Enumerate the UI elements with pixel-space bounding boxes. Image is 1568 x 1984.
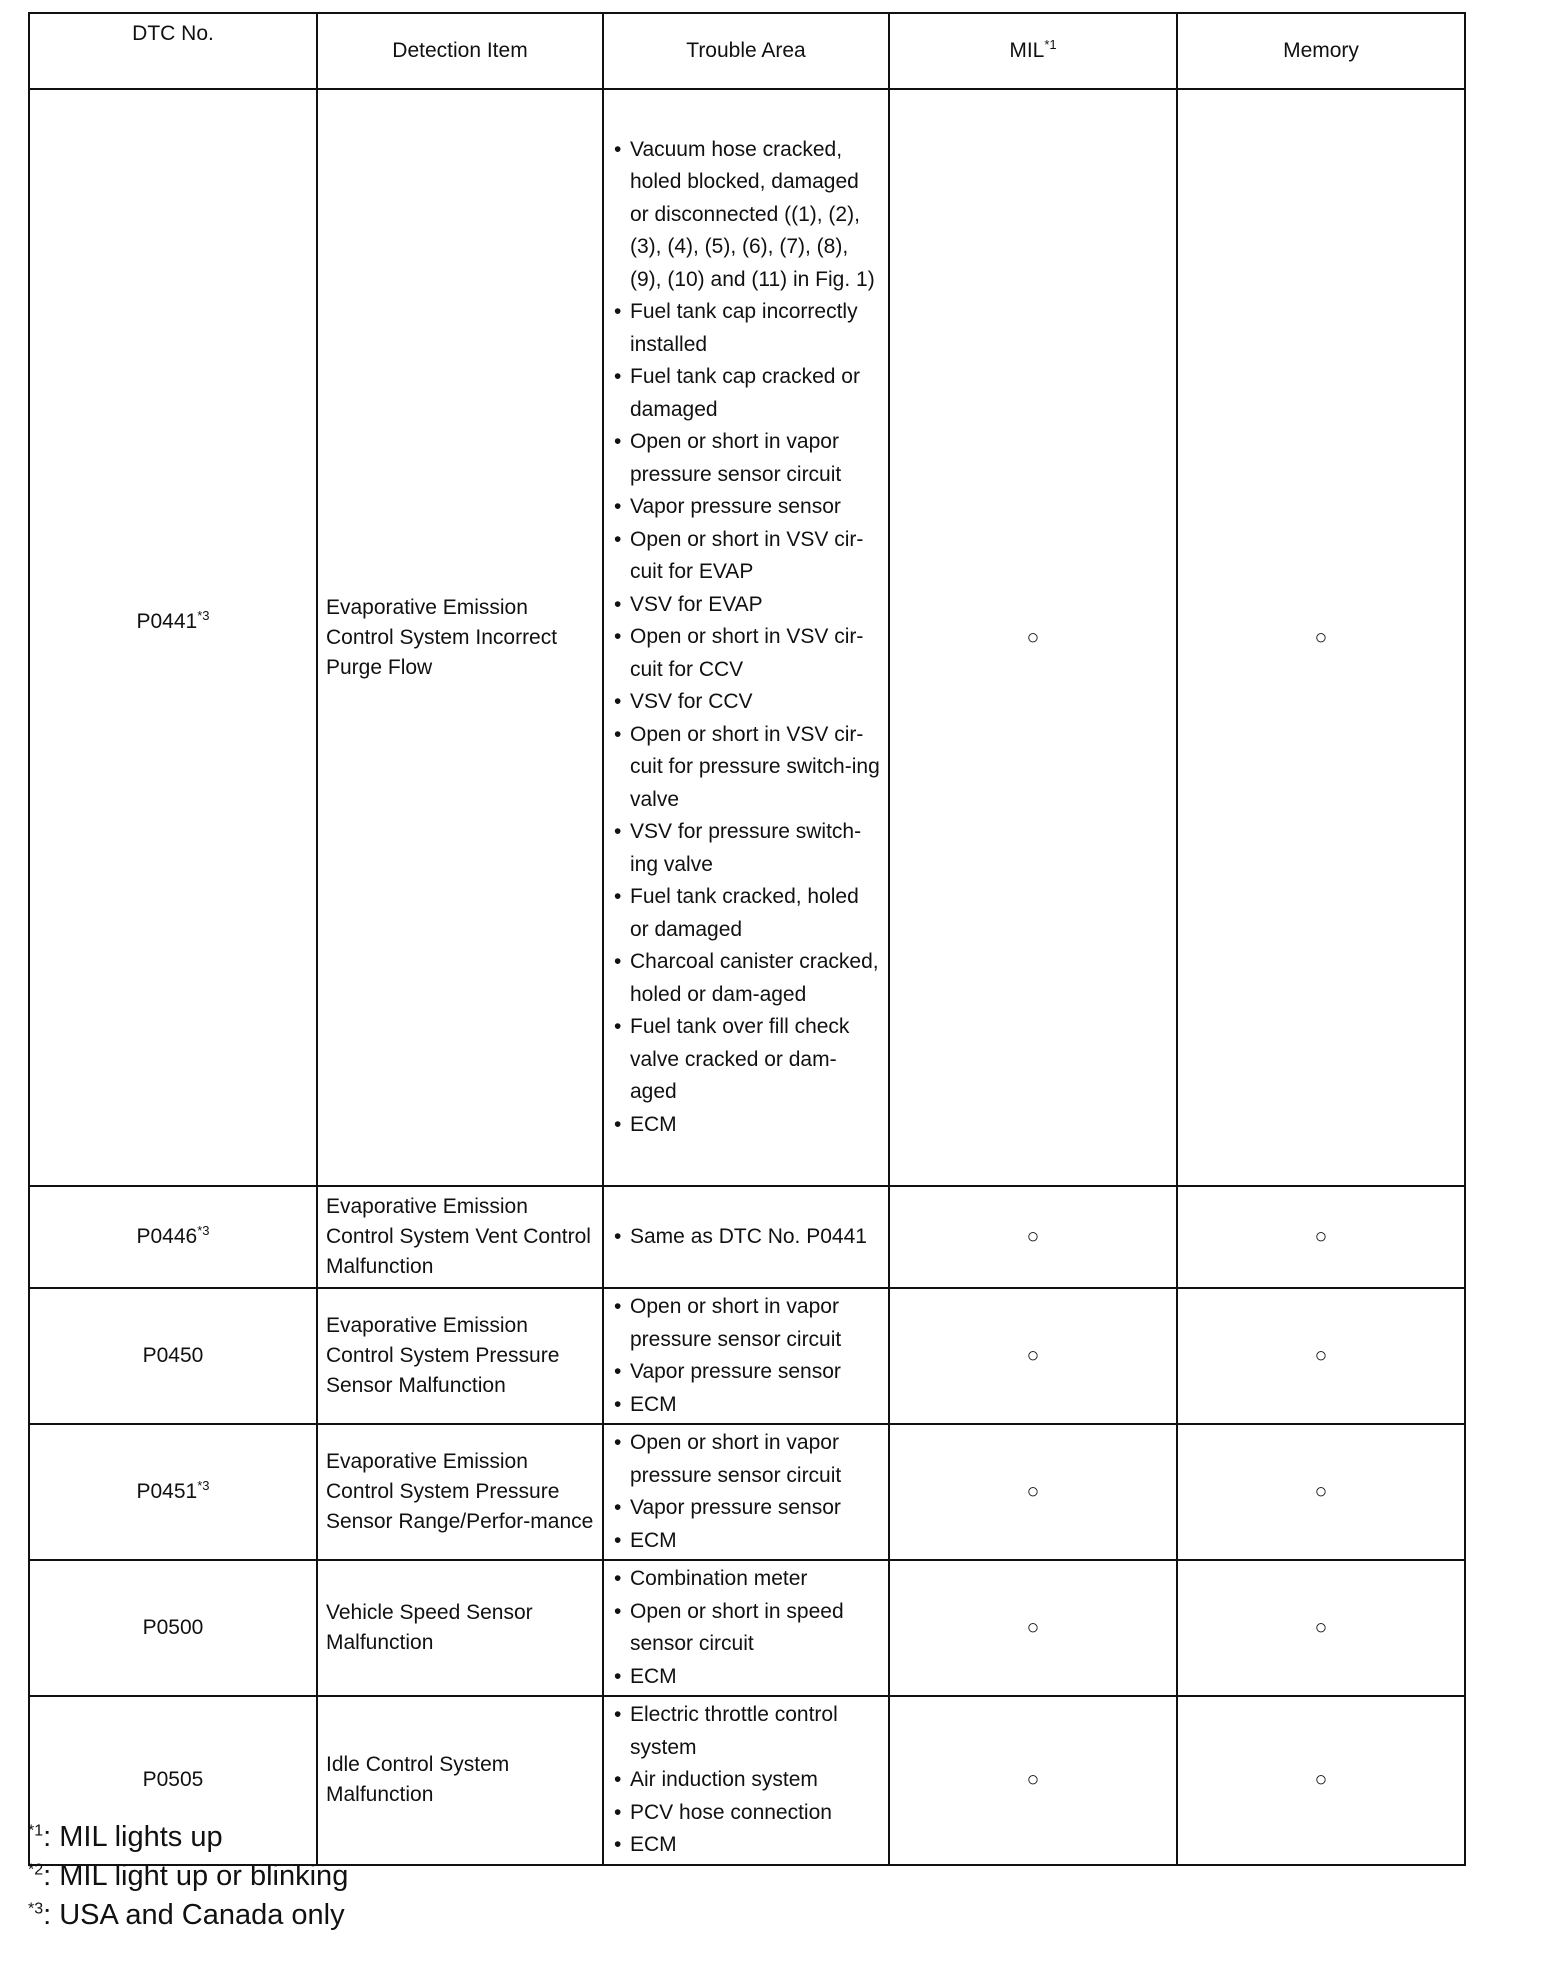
- dtc-code-footnote-mark: *3: [197, 1223, 210, 1238]
- mil-mark: ○: [889, 1288, 1177, 1424]
- table-row: [29, 1424, 1465, 1560]
- trouble-area-item: • VSV for CCV: [614, 686, 882, 719]
- mil-mark: ○: [889, 1424, 1177, 1560]
- dtc-code-footnote-mark: *3: [197, 608, 210, 623]
- trouble-area-item: • ECM: [614, 1109, 882, 1142]
- trouble-area-item: • PCV hose connection: [614, 1797, 882, 1830]
- trouble-area-item: • Combination meter: [614, 1563, 882, 1596]
- footnote: [28, 1896, 348, 1935]
- header-detection-item: Detection Item: [317, 13, 603, 89]
- header-mil-footnote-mark: *1: [1044, 37, 1057, 52]
- dtc-code: P0451: [136, 1480, 198, 1503]
- trouble-area-item: • ECM: [614, 1389, 882, 1422]
- footnote-text: : USA and Canada only: [43, 1899, 345, 1931]
- trouble-area-item: • Charcoal canister cracked, holed or dam-aged: [614, 946, 882, 1011]
- memory-mark: ○: [1177, 1186, 1465, 1288]
- table-row: [29, 89, 1465, 1186]
- mil-mark: ○: [889, 1696, 1177, 1865]
- dtc-code: P0450: [142, 1344, 204, 1367]
- table-row: [29, 1288, 1465, 1424]
- table-body: [29, 89, 1465, 1865]
- dtc-code: P0505: [142, 1768, 204, 1792]
- memory-mark: ○: [1177, 1696, 1465, 1865]
- trouble-area-item: • Fuel tank cap cracked or damaged: [614, 361, 882, 426]
- header-mil: [889, 13, 1177, 89]
- trouble-area-list: [614, 134, 882, 1142]
- header-mil-label: MIL: [1009, 39, 1045, 62]
- mil-mark: ○: [889, 1560, 1177, 1696]
- trouble-area-cell: [603, 89, 889, 1186]
- trouble-area-item: • Air induction system: [614, 1764, 882, 1797]
- footnote-mark: *2: [28, 1861, 44, 1879]
- footnote: [28, 1857, 348, 1896]
- memory-mark: ○: [1177, 1424, 1465, 1560]
- trouble-area-item: • Same as DTC No. P0441: [614, 1221, 882, 1254]
- detection-item-cell: Idle Control System Malfunction: [317, 1696, 603, 1865]
- mil-mark: ○: [889, 89, 1177, 1186]
- footnote-text: : MIL light up or blinking: [43, 1860, 349, 1892]
- header-dtc-no: DTC No.: [29, 13, 317, 89]
- trouble-area-item: • ECM: [614, 1661, 882, 1694]
- detection-item-cell: Evaporative Emission Control System Pressure Sensor Range/Perfor-mance: [317, 1424, 603, 1560]
- trouble-area-cell: [603, 1186, 889, 1288]
- trouble-area-item: • Vapor pressure sensor: [614, 491, 882, 524]
- dtc-code: P0441: [136, 610, 198, 633]
- mil-mark: ○: [889, 1186, 1177, 1288]
- trouble-area-item: • Fuel tank over fill check valve cracked or dam-aged: [614, 1011, 882, 1109]
- trouble-area-item: • Open or short in VSV cir-cuit for pressure switch-ing valve: [614, 719, 882, 817]
- dtc-code-footnote-mark: *3: [197, 1478, 210, 1493]
- dtc-code-cell: [29, 1288, 317, 1424]
- trouble-area-list: [614, 1427, 882, 1557]
- trouble-area-item: • Open or short in vapor pressure sensor circuit: [614, 1427, 882, 1492]
- trouble-area-item: • Fuel tank cracked, holed or damaged: [614, 881, 882, 946]
- trouble-area-item: • Open or short in speed sensor circuit: [614, 1596, 882, 1661]
- memory-mark: ○: [1177, 1288, 1465, 1424]
- dtc-code-cell: [29, 89, 317, 1186]
- dtc-code: P0446: [136, 1225, 198, 1248]
- trouble-area-item: • Vapor pressure sensor: [614, 1356, 882, 1389]
- dtc-code-cell: [29, 1424, 317, 1560]
- trouble-area-cell: [603, 1696, 889, 1865]
- dtc-code: P0500: [142, 1616, 204, 1639]
- detection-item-cell: Evaporative Emission Control System Pressure Sensor Malfunction: [317, 1288, 603, 1424]
- dtc-code-cell: [29, 1186, 317, 1288]
- trouble-area-item: • ECM: [614, 1829, 882, 1862]
- detection-item-cell: Vehicle Speed Sensor Malfunction: [317, 1560, 603, 1696]
- trouble-area-item: • Fuel tank cap incorrectly installed: [614, 296, 882, 361]
- trouble-area-cell: [603, 1288, 889, 1424]
- trouble-area-list: [614, 1221, 882, 1254]
- trouble-area-list: [614, 1291, 882, 1421]
- table-row: [29, 1186, 1465, 1288]
- trouble-area-item: • Open or short in VSV cir-cuit for CCV: [614, 621, 882, 686]
- footnote-mark: *3: [28, 1900, 44, 1918]
- trouble-area-cell: [603, 1424, 889, 1560]
- footnote-mark: *1: [28, 1822, 44, 1840]
- footnote: [28, 1818, 348, 1857]
- trouble-area-item: • ECM: [614, 1525, 882, 1558]
- trouble-area-item: • Vacuum hose cracked, holed blocked, damaged or disconnected ((1), (2), (3), (4), (5), (6), (7), (8), (9), (10) and (11) in Fig. 1): [614, 134, 882, 297]
- detection-item-cell: Evaporative Emission Control System Incorrect Purge Flow: [317, 89, 603, 1186]
- dtc-table: [28, 12, 1466, 1866]
- header-trouble-area: Trouble Area: [603, 13, 889, 89]
- footnotes: [28, 1818, 348, 1935]
- dtc-code-cell: [29, 1560, 317, 1696]
- trouble-area-item: • Open or short in vapor pressure sensor circuit: [614, 426, 882, 491]
- detection-item-cell: Evaporative Emission Control System Vent Control Malfunction: [317, 1186, 603, 1288]
- header-memory: Memory: [1177, 13, 1465, 89]
- trouble-area-item: • VSV for EVAP: [614, 589, 882, 622]
- table-row: [29, 1560, 1465, 1696]
- trouble-area-list: [614, 1563, 882, 1693]
- trouble-area-item: • Open or short in VSV cir-cuit for EVAP: [614, 524, 882, 589]
- trouble-area-item: • Vapor pressure sensor: [614, 1492, 882, 1525]
- memory-mark: ○: [1177, 1560, 1465, 1696]
- header-row: [29, 13, 1465, 89]
- trouble-area-item: • Open or short in vapor pressure sensor circuit: [614, 1291, 882, 1356]
- trouble-area-item: • Electric throttle control system: [614, 1699, 882, 1764]
- trouble-area-cell: [603, 1560, 889, 1696]
- footnote-text: : MIL lights up: [43, 1821, 223, 1853]
- trouble-area-item: • VSV for pressure switch-ing valve: [614, 816, 882, 881]
- trouble-area-list: [614, 1699, 882, 1862]
- memory-mark: ○: [1177, 89, 1465, 1186]
